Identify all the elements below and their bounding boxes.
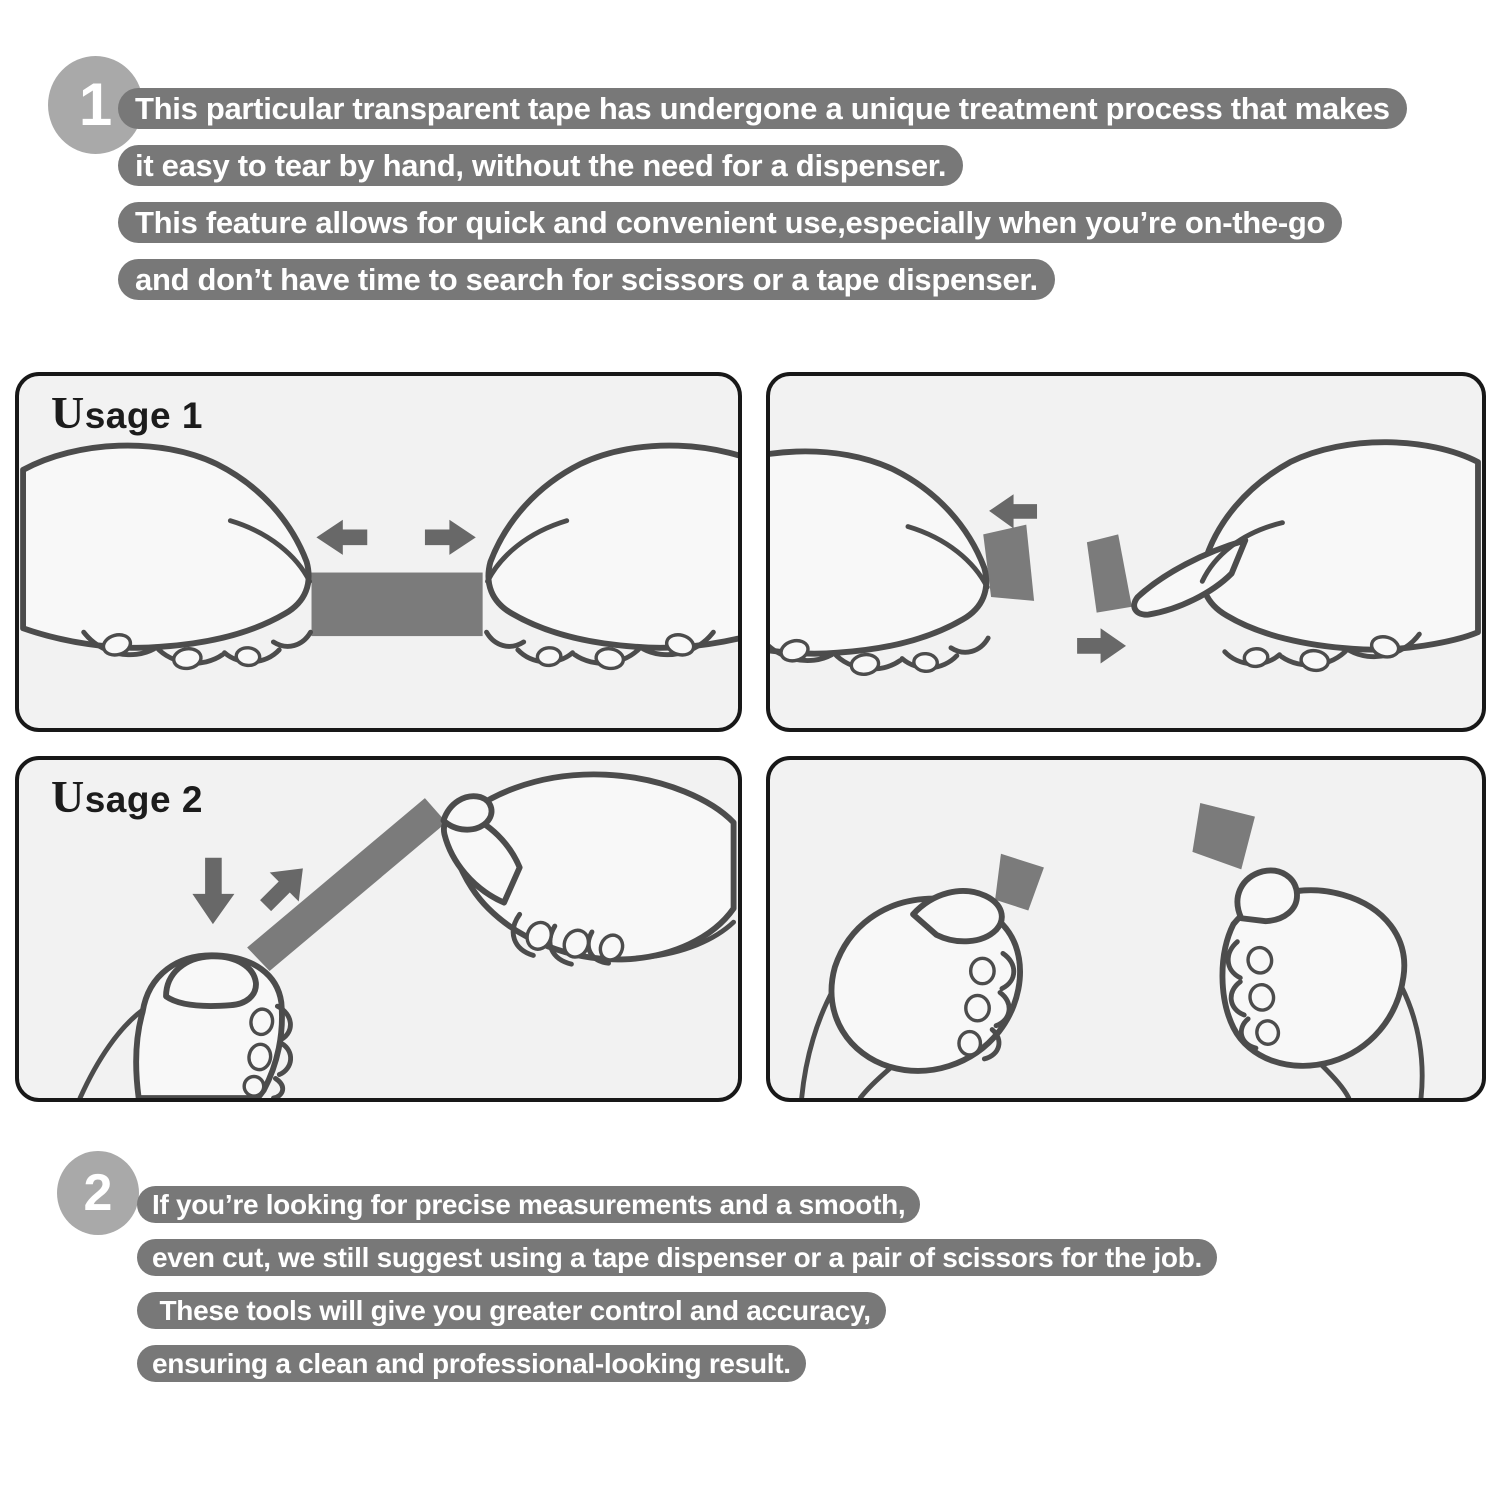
right-hand-illustration <box>443 774 733 964</box>
step-2-badge: 2 <box>57 1151 139 1235</box>
usage1-torn-panel <box>766 372 1486 732</box>
step-2-text-block <box>137 1186 1217 1398</box>
right-hand-illustration <box>487 446 738 671</box>
step-2-line: ensuring a clean and professional-looking result. <box>137 1345 806 1382</box>
usage1-torn-illustration <box>770 376 1482 728</box>
arrow-left-icon <box>316 520 367 555</box>
tape-piece-right <box>1087 534 1132 612</box>
step-1-line: This particular transparent tape has undergone a unique treatment process that makes <box>118 88 1407 129</box>
arrow-right-icon <box>425 520 476 555</box>
tape-piece-right <box>1192 803 1255 869</box>
step-1-line: This feature allows for quick and convenient use,especially when you’re on-the-go <box>118 202 1342 243</box>
usage2-tear-panel <box>15 756 742 1102</box>
usage2-torn-illustration <box>770 760 1482 1098</box>
step-1-badge: 1 <box>48 56 143 154</box>
left-fist-illustration <box>80 955 291 1098</box>
right-hand-illustration <box>1134 442 1478 672</box>
right-fist-illustration <box>1222 871 1422 1098</box>
left-hand-illustration <box>770 451 988 676</box>
tape-piece-left <box>995 854 1044 911</box>
usage1-pull-panel <box>15 372 742 732</box>
step-2-line: If you’re looking for precise measurements and a smooth, <box>137 1186 920 1223</box>
arrow-left-icon <box>989 494 1037 528</box>
step-2-line: even cut, we still suggest using a tape dispenser or a pair of scissors for the job. <box>137 1239 1217 1276</box>
usage2-label: Usage 2 <box>51 771 203 822</box>
arrow-right-icon <box>1077 628 1126 663</box>
tape-piece-left <box>983 525 1034 601</box>
left-hand-illustration <box>23 446 310 671</box>
step-1-text-block <box>118 88 1407 316</box>
step-2-line: These tools will give you greater control and accuracy, <box>137 1292 886 1329</box>
step-1-line: and don’t have time to search for scissors or a tape dispenser. <box>118 259 1055 300</box>
arrow-down-icon <box>192 858 234 924</box>
tape-strip <box>312 573 483 637</box>
left-fist-illustration <box>802 891 1020 1098</box>
usage1-label: Usage 1 <box>51 387 203 438</box>
step-1-line: it easy to tear by hand, without the need for a dispenser. <box>118 145 963 186</box>
usage2-torn-panel <box>766 756 1486 1102</box>
